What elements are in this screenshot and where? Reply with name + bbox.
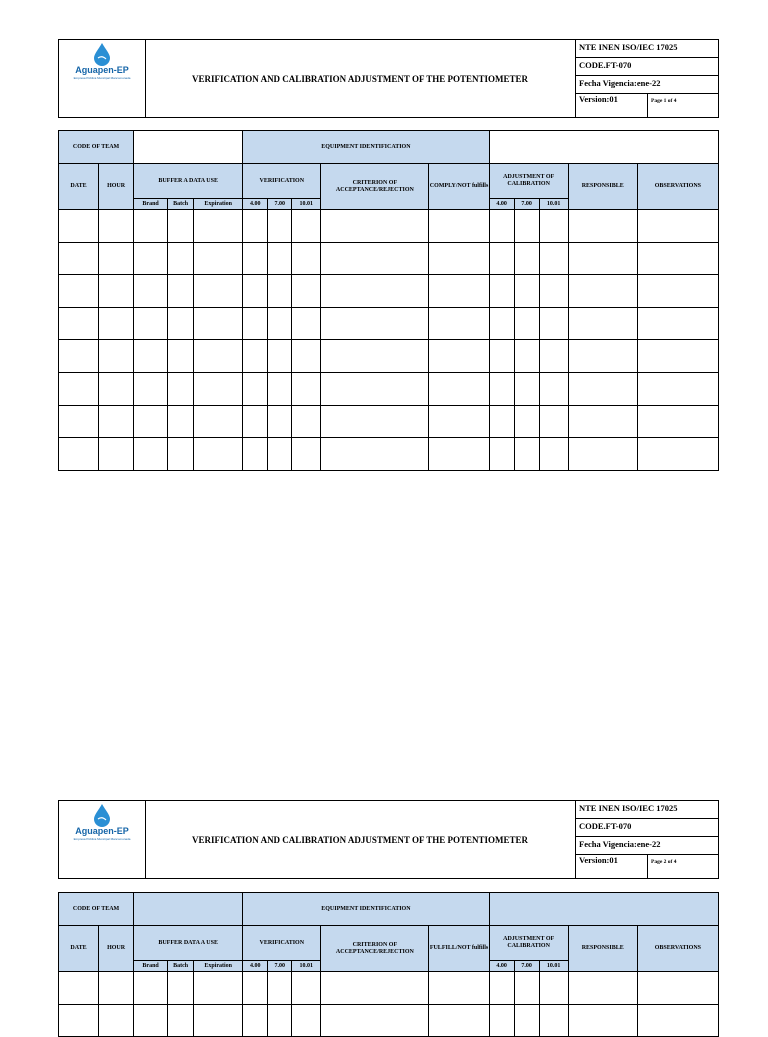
entry-cell[interactable] bbox=[637, 372, 718, 405]
table-row bbox=[59, 438, 719, 471]
entry-cell[interactable] bbox=[168, 405, 194, 438]
table-row bbox=[59, 1004, 719, 1037]
entry-cell[interactable] bbox=[268, 405, 292, 438]
entry-cell[interactable] bbox=[568, 1004, 637, 1037]
sub-adjustment-7: 7.00 bbox=[514, 961, 539, 972]
sub-batch: Batch bbox=[168, 199, 194, 210]
col-date: DATE bbox=[59, 926, 99, 972]
sub-expiration: Expiration bbox=[194, 961, 243, 972]
logo-text: Aguapen-EP bbox=[75, 65, 129, 75]
entry-cell[interactable] bbox=[429, 972, 489, 1005]
entry-cell[interactable] bbox=[637, 275, 718, 308]
entry-cell[interactable] bbox=[514, 340, 539, 373]
entry-cell[interactable] bbox=[99, 340, 134, 373]
entry-cell[interactable] bbox=[514, 405, 539, 438]
equipment-identification-label: EQUIPMENT IDENTIFICATION bbox=[243, 893, 489, 926]
entry-cell[interactable] bbox=[568, 340, 637, 373]
sub-batch: Batch bbox=[168, 961, 194, 972]
entry-cell[interactable] bbox=[489, 438, 514, 471]
entry-cell[interactable] bbox=[568, 242, 637, 275]
table-body-page-2 bbox=[59, 972, 719, 1037]
entry-cell[interactable] bbox=[243, 275, 268, 308]
equipment-identification-value[interactable] bbox=[489, 893, 718, 926]
entry-cell[interactable] bbox=[292, 1004, 321, 1037]
entry-cell[interactable] bbox=[321, 972, 429, 1005]
entry-cell[interactable] bbox=[321, 340, 429, 373]
entry-cell[interactable] bbox=[99, 275, 134, 308]
entry-cell[interactable] bbox=[99, 307, 134, 340]
entry-cell[interactable] bbox=[637, 972, 718, 1005]
entry-cell[interactable] bbox=[243, 372, 268, 405]
entry-cell[interactable] bbox=[134, 972, 168, 1005]
col-verification: VERIFICATION bbox=[243, 926, 321, 961]
entry-cell[interactable] bbox=[489, 275, 514, 308]
col-buffer: BUFFER DATA A USE bbox=[134, 926, 243, 961]
entry-cell[interactable] bbox=[489, 242, 514, 275]
entry-cell[interactable] bbox=[194, 972, 243, 1005]
entry-cell[interactable] bbox=[429, 438, 489, 471]
entry-cell[interactable] bbox=[194, 210, 243, 243]
col-observations: OBSERVATIONS bbox=[637, 926, 718, 972]
entry-cell[interactable] bbox=[268, 210, 292, 243]
entry-cell[interactable] bbox=[194, 340, 243, 373]
entry-cell[interactable] bbox=[429, 210, 489, 243]
water-drop-icon bbox=[92, 42, 112, 66]
page-number: Page 1 of 4 bbox=[651, 98, 677, 104]
entry-cell[interactable] bbox=[134, 275, 168, 308]
entry-cell[interactable] bbox=[59, 242, 99, 275]
entry-cell[interactable] bbox=[59, 972, 99, 1005]
entry-cell[interactable] bbox=[134, 242, 168, 275]
entry-cell[interactable] bbox=[168, 1004, 194, 1037]
entry-cell[interactable] bbox=[194, 1004, 243, 1037]
sub-adjustment-7: 7.00 bbox=[514, 199, 539, 210]
entry-cell[interactable] bbox=[514, 307, 539, 340]
sub-verification-10: 10.01 bbox=[292, 961, 321, 972]
entry-cell[interactable] bbox=[489, 340, 514, 373]
equipment-identification-label: EQUIPMENT IDENTIFICATION bbox=[243, 131, 489, 164]
logo-subtitle: Empresa Pública Municipal Mancomunada bbox=[73, 76, 131, 80]
sub-verification-4: 4.00 bbox=[243, 199, 268, 210]
version-label: Version:01 bbox=[576, 855, 648, 878]
entry-cell[interactable] bbox=[568, 210, 637, 243]
entry-cell[interactable] bbox=[429, 340, 489, 373]
entry-cell[interactable] bbox=[292, 275, 321, 308]
document-header-page-1 bbox=[58, 39, 719, 118]
entry-cell[interactable] bbox=[514, 1004, 539, 1037]
calibration-table-page-1 bbox=[58, 130, 719, 471]
col-adjustment: ADJUSTMENT OF CALIBRATION bbox=[489, 926, 568, 961]
entry-cell[interactable] bbox=[429, 372, 489, 405]
sub-verification-7: 7.00 bbox=[268, 199, 292, 210]
entry-cell[interactable] bbox=[514, 210, 539, 243]
entry-cell[interactable] bbox=[292, 372, 321, 405]
company-logo bbox=[59, 801, 146, 878]
entry-cell[interactable] bbox=[243, 340, 268, 373]
entry-cell[interactable] bbox=[168, 972, 194, 1005]
entry-cell[interactable] bbox=[539, 275, 568, 308]
entry-cell[interactable] bbox=[292, 405, 321, 438]
entry-cell[interactable] bbox=[637, 340, 718, 373]
entry-cell[interactable] bbox=[514, 372, 539, 405]
entry-cell[interactable] bbox=[489, 372, 514, 405]
sub-adjustment-10: 10.01 bbox=[539, 199, 568, 210]
version-row bbox=[576, 94, 719, 117]
entry-cell[interactable] bbox=[59, 210, 99, 243]
entry-cell[interactable] bbox=[568, 405, 637, 438]
sub-brand: Brand bbox=[134, 199, 168, 210]
col-responsible: RESPONSIBLE bbox=[568, 164, 637, 210]
entry-cell[interactable] bbox=[321, 242, 429, 275]
entry-cell[interactable] bbox=[292, 307, 321, 340]
entry-cell[interactable] bbox=[514, 275, 539, 308]
entry-cell[interactable] bbox=[637, 438, 718, 471]
logo-subtitle: Empresa Pública Municipal Mancomunada bbox=[73, 837, 131, 841]
sub-adjustment-4: 4.00 bbox=[489, 961, 514, 972]
entry-cell[interactable] bbox=[637, 210, 718, 243]
entry-cell[interactable] bbox=[637, 307, 718, 340]
entry-cell[interactable] bbox=[539, 210, 568, 243]
entry-cell[interactable] bbox=[292, 340, 321, 373]
col-responsible: RESPONSIBLE bbox=[568, 926, 637, 972]
entry-cell[interactable] bbox=[568, 372, 637, 405]
entry-cell[interactable] bbox=[99, 242, 134, 275]
entry-cell[interactable] bbox=[134, 210, 168, 243]
entry-cell[interactable] bbox=[134, 405, 168, 438]
fecha-label: Fecha Vigencia:ene-22 bbox=[576, 837, 719, 855]
entry-cell[interactable] bbox=[134, 307, 168, 340]
entry-cell[interactable] bbox=[539, 307, 568, 340]
document-title: VERIFICATION AND CALIBRATION ADJUSTMENT OF THE POTENTIOMETER bbox=[191, 834, 529, 845]
equipment-identification-value[interactable] bbox=[489, 131, 718, 164]
col-adjustment: ADJUSTMENT OF CALIBRATION bbox=[489, 164, 568, 199]
entry-cell[interactable] bbox=[99, 210, 134, 243]
entry-cell[interactable] bbox=[292, 242, 321, 275]
col-verification: VERIFICATION bbox=[243, 164, 321, 199]
col-buffer: BUFFER A DATA USE bbox=[134, 164, 243, 199]
document-meta bbox=[575, 801, 719, 878]
entry-cell[interactable] bbox=[568, 275, 637, 308]
entry-cell[interactable] bbox=[539, 242, 568, 275]
entry-cell[interactable] bbox=[539, 372, 568, 405]
entry-cell[interactable] bbox=[292, 972, 321, 1005]
entry-cell[interactable] bbox=[429, 405, 489, 438]
entry-cell[interactable] bbox=[134, 372, 168, 405]
table-row bbox=[59, 372, 719, 405]
table-row bbox=[59, 972, 719, 1005]
company-logo bbox=[59, 40, 146, 117]
entry-cell[interactable] bbox=[514, 972, 539, 1005]
standard-label: NTE INEN ISO/IEC 17025 bbox=[576, 40, 719, 58]
version-label: Version:01 bbox=[576, 94, 648, 117]
sub-verification-4: 4.00 bbox=[243, 961, 268, 972]
fecha-label: Fecha Vigencia:ene-22 bbox=[576, 76, 719, 94]
entry-cell[interactable] bbox=[168, 210, 194, 243]
col-hour: HOUR bbox=[99, 164, 134, 210]
entry-cell[interactable] bbox=[539, 972, 568, 1005]
entry-cell[interactable] bbox=[539, 438, 568, 471]
entry-cell[interactable] bbox=[168, 275, 194, 308]
version-row bbox=[576, 855, 719, 878]
page-number: Page 2 of 4 bbox=[651, 859, 677, 865]
entry-cell[interactable] bbox=[194, 307, 243, 340]
entry-cell[interactable] bbox=[59, 405, 99, 438]
entry-cell[interactable] bbox=[292, 210, 321, 243]
code-of-team-label: CODE OF TEAM bbox=[59, 131, 134, 164]
entry-cell[interactable] bbox=[539, 1004, 568, 1037]
entry-cell[interactable] bbox=[134, 340, 168, 373]
water-drop-icon bbox=[92, 803, 112, 827]
entry-cell[interactable] bbox=[321, 372, 429, 405]
table-body-page-1 bbox=[59, 210, 719, 471]
entry-cell[interactable] bbox=[489, 210, 514, 243]
entry-cell[interactable] bbox=[489, 1004, 514, 1037]
col-criterion: CRITERION OF ACCEPTANCE/REJECTION bbox=[321, 164, 429, 210]
entry-cell[interactable] bbox=[268, 275, 292, 308]
table-row bbox=[59, 405, 719, 438]
entry-cell[interactable] bbox=[489, 307, 514, 340]
col-comply: COMPLY/NOT fulfills bbox=[429, 164, 489, 210]
entry-cell[interactable] bbox=[429, 242, 489, 275]
sub-adjustment-10: 10.01 bbox=[539, 961, 568, 972]
col-date: DATE bbox=[59, 164, 99, 210]
entry-cell[interactable] bbox=[168, 242, 194, 275]
document-title: VERIFICATION AND CALIBRATION ADJUSTMENT OF THE POTENTIOMETER bbox=[191, 73, 529, 84]
entry-cell[interactable] bbox=[243, 972, 268, 1005]
entry-cell[interactable] bbox=[243, 242, 268, 275]
entry-cell[interactable] bbox=[637, 405, 718, 438]
entry-cell[interactable] bbox=[268, 372, 292, 405]
entry-cell[interactable] bbox=[637, 1004, 718, 1037]
entry-cell[interactable] bbox=[99, 372, 134, 405]
entry-cell[interactable] bbox=[243, 1004, 268, 1037]
code-of-team-value[interactable] bbox=[134, 131, 243, 164]
col-criterion: CRITERION OF ACCEPTANCE/REJECTION bbox=[321, 926, 429, 972]
entry-cell[interactable] bbox=[59, 340, 99, 373]
sub-verification-10: 10.01 bbox=[292, 199, 321, 210]
entry-cell[interactable] bbox=[243, 307, 268, 340]
entry-cell[interactable] bbox=[429, 1004, 489, 1037]
col-hour: HOUR bbox=[99, 926, 134, 972]
entry-cell[interactable] bbox=[134, 438, 168, 471]
entry-cell[interactable] bbox=[321, 1004, 429, 1037]
table-row bbox=[59, 275, 719, 308]
entry-cell[interactable] bbox=[194, 372, 243, 405]
entry-cell[interactable] bbox=[568, 438, 637, 471]
entry-cell[interactable] bbox=[168, 372, 194, 405]
entry-cell[interactable] bbox=[59, 372, 99, 405]
entry-cell[interactable] bbox=[168, 340, 194, 373]
entry-cell[interactable] bbox=[99, 972, 134, 1005]
code-of-team-label: CODE OF TEAM bbox=[59, 893, 134, 926]
entry-cell[interactable] bbox=[59, 1004, 99, 1037]
entry-cell[interactable] bbox=[539, 340, 568, 373]
entry-cell[interactable] bbox=[429, 275, 489, 308]
calibration-table-page-2 bbox=[58, 892, 719, 1037]
entry-cell[interactable] bbox=[568, 307, 637, 340]
table-row bbox=[59, 340, 719, 373]
code-label: CODE.FT-070 bbox=[576, 58, 719, 76]
entry-cell[interactable] bbox=[243, 405, 268, 438]
code-of-team-value[interactable] bbox=[134, 893, 243, 926]
entry-cell[interactable] bbox=[243, 438, 268, 471]
table-row bbox=[59, 210, 719, 243]
table-row bbox=[59, 242, 719, 275]
sub-verification-7: 7.00 bbox=[268, 961, 292, 972]
entry-cell[interactable] bbox=[134, 1004, 168, 1037]
entry-cell[interactable] bbox=[168, 307, 194, 340]
entry-cell[interactable] bbox=[268, 340, 292, 373]
entry-cell[interactable] bbox=[321, 405, 429, 438]
sub-brand: Brand bbox=[134, 961, 168, 972]
entry-cell[interactable] bbox=[321, 307, 429, 340]
entry-cell[interactable] bbox=[489, 972, 514, 1005]
sub-adjustment-4: 4.00 bbox=[489, 199, 514, 210]
entry-cell[interactable] bbox=[514, 242, 539, 275]
entry-cell[interactable] bbox=[268, 438, 292, 471]
document-header-page-2 bbox=[58, 800, 719, 879]
entry-cell[interactable] bbox=[268, 307, 292, 340]
entry-cell[interactable] bbox=[637, 242, 718, 275]
entry-cell[interactable] bbox=[321, 438, 429, 471]
table-row bbox=[59, 307, 719, 340]
entry-cell[interactable] bbox=[194, 438, 243, 471]
entry-cell[interactable] bbox=[429, 307, 489, 340]
entry-cell[interactable] bbox=[268, 242, 292, 275]
entry-cell[interactable] bbox=[168, 438, 194, 471]
entry-cell[interactable] bbox=[99, 405, 134, 438]
entry-cell[interactable] bbox=[321, 210, 429, 243]
entry-cell[interactable] bbox=[243, 210, 268, 243]
entry-cell[interactable] bbox=[59, 307, 99, 340]
entry-cell[interactable] bbox=[194, 405, 243, 438]
entry-cell[interactable] bbox=[59, 438, 99, 471]
entry-cell[interactable] bbox=[99, 438, 134, 471]
document-meta bbox=[575, 40, 719, 117]
code-label: CODE.FT-070 bbox=[576, 819, 719, 837]
standard-label: NTE INEN ISO/IEC 17025 bbox=[576, 801, 719, 819]
entry-cell[interactable] bbox=[268, 972, 292, 1005]
entry-cell[interactable] bbox=[321, 275, 429, 308]
entry-cell[interactable] bbox=[489, 405, 514, 438]
entry-cell[interactable] bbox=[292, 438, 321, 471]
entry-cell[interactable] bbox=[568, 972, 637, 1005]
sub-expiration: Expiration bbox=[194, 199, 243, 210]
entry-cell[interactable] bbox=[514, 438, 539, 471]
col-comply: FULFILL/NOT fulfills bbox=[429, 926, 489, 972]
entry-cell[interactable] bbox=[99, 1004, 134, 1037]
entry-cell[interactable] bbox=[268, 1004, 292, 1037]
entry-cell[interactable] bbox=[539, 405, 568, 438]
logo-text: Aguapen-EP bbox=[75, 826, 129, 836]
col-observations: OBSERVATIONS bbox=[637, 164, 718, 210]
entry-cell[interactable] bbox=[194, 275, 243, 308]
entry-cell[interactable] bbox=[59, 275, 99, 308]
entry-cell[interactable] bbox=[194, 242, 243, 275]
